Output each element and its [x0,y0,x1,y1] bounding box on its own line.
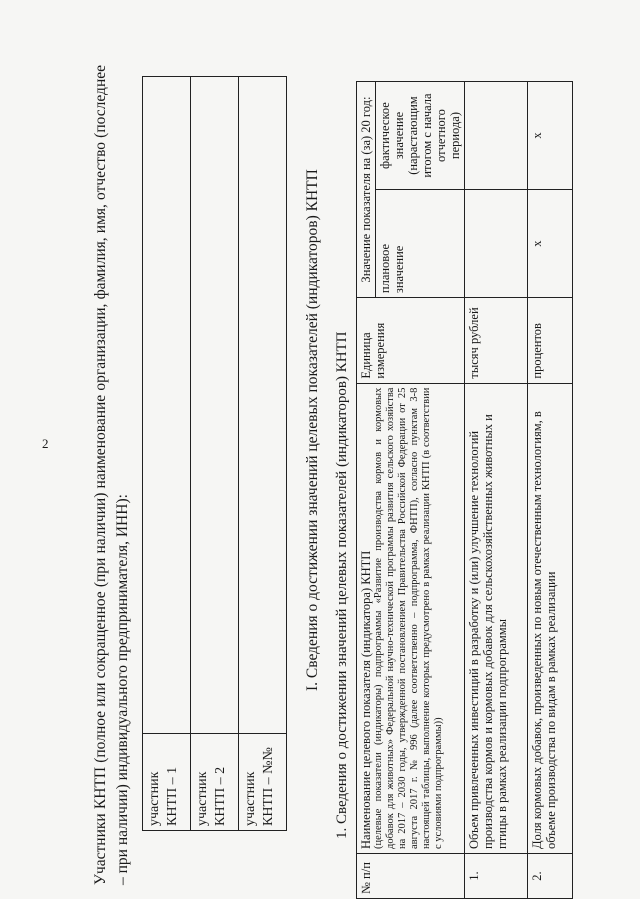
table-row [528,82,573,899]
row-number: 1. [465,854,528,899]
indicators-table [356,81,573,899]
row-planned: х [528,190,573,298]
row-unit: процентов [528,298,573,384]
participant-value [191,77,239,734]
header-indicator-name [357,383,465,853]
row-indicator: Доля кормовых добавок, произведенных по новым отечественным технологиям, в объеме производства по видам в рамках реализации [528,383,573,853]
participant-row [143,77,191,831]
participants-table [142,76,287,831]
table-header-row [357,82,376,899]
section-title: I. Сведения о достижении значений целевых показателей (индикаторов) КНТП [304,169,321,691]
header-actual: фактическое значение (нарастающим итогом с начала отчетного периода) [376,82,465,190]
participants-heading: Участники КНТП (полное или сокращенное (при наличии) наименование организации, фамилия, имя, отчество (последнее – при наличии) индивидуального предпринимателя, ИНН): [92,65,131,885]
participant-row [191,77,239,831]
header-indicator-note: (целевые показатели (индикаторы) подпрограммы «Развитие производства кормов и кормовых добавок для животных» Федеральной научно-технической программы развития сельского хозяйства на 2017 – 2030 годы, утвержденной постановлением Правительства Российской Федерации от 25 августа 2017 г. № 996 (далее соответственно – подпрограмма, ФНТП), согласно пунктам 3-8 настоящей таблицы, выполнение которых предусмотрено в рамках реализации КНТП (в соответствии с условиями подпрограммы)) [373,387,444,849]
subsection-title: 1. Сведения о достижении значений целевых показателей (индикаторов) КНТП [334,331,350,839]
header-number: № п/п [357,854,465,899]
participant-label: участник КНТП – №№ [239,734,287,831]
participant-row [239,77,287,831]
participant-value [239,77,287,734]
header-unit: Единица измерения [357,298,465,384]
row-unit: тысяч рублей [465,298,528,384]
row-actual [465,82,528,190]
row-indicator: Объем привлеченных инвестиций в разработку и (или) улучшение технологий производства кормов и кормовых добавок для сельскохозяйственных животных и птицы в рамках реализации подпрограммы [465,383,528,853]
table-row [465,82,528,899]
header-indicator-title: Наименование целевого показателя (индикатора) КНТП [359,550,373,849]
page-number: 2 [42,436,49,451]
participant-value [143,77,191,734]
rotated-document-page [66,3,578,893]
row-planned [465,190,528,298]
row-number: 2. [528,854,573,899]
header-value-group: Значение показателя на (за) 20 год: [357,82,376,298]
row-actual: х [528,82,573,190]
participant-label: участник КНТП – 1 [143,734,191,831]
participant-label: участник КНТП – 2 [191,734,239,831]
header-planned: плановое значение [376,190,465,298]
